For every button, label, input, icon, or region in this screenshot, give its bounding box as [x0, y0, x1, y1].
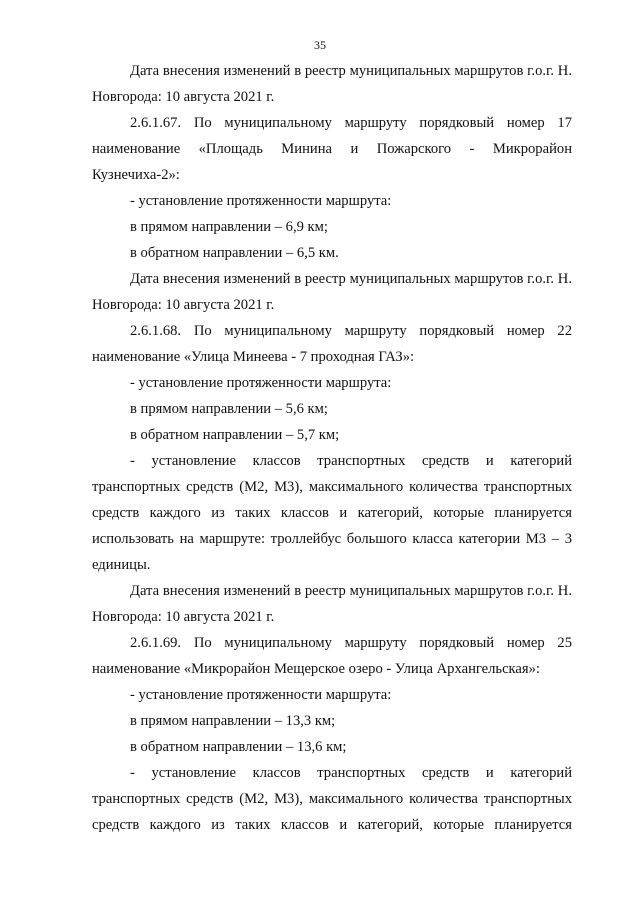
paragraph-route-2-6-1-68: 2.6.1.68. По муниципальному маршруту порядковый номер 22 наименование «Улица Минеева - 7 проходная ГАЗ»:: [92, 323, 572, 365]
paragraph-length-heading-1: - установление протяженности маршрута:: [130, 193, 392, 209]
paragraph-forward-length-3: в прямом направлении – 13,3 км;: [130, 713, 336, 729]
paragraph-vehicle-classes-1: - установление классов транспортных средств и категорий транспортных средств (М2, М3), максимального количества транспортных средств каждого из таких классов и категорий, которые планируется использовать на маршруте: троллейбус большого класса категории М3 – 3 единицы.: [92, 453, 572, 573]
paragraph-route-2-6-1-67: 2.6.1.67. По муниципальному маршруту порядковый номер 17 наименование «Площадь Минина и Пожарского - Микрорайон Кузнечиха-2»:: [92, 115, 572, 183]
paragraph-route-2-6-1-69: 2.6.1.69. По муниципальному маршруту порядковый номер 25 наименование «Микрорайон Мещерское озеро - Улица Архангельская»:: [92, 635, 572, 677]
paragraph-reverse-length-3: в обратном направлении – 13,6 км;: [130, 739, 347, 755]
paragraph-forward-length-1: в прямом направлении – 6,9 км;: [130, 219, 328, 235]
page-number: 35: [314, 38, 326, 52]
document-body: [92, 58, 572, 838]
paragraph-reverse-length-1: в обратном направлении – 6,5 км.: [130, 245, 339, 261]
paragraph-length-heading-2: - установление протяженности маршрута:: [130, 375, 392, 391]
paragraph-reverse-length-2: в обратном направлении – 5,7 км;: [130, 427, 340, 443]
paragraph-registry-date-2: Дата внесения изменений в реестр муниципальных маршрутов г.о.г. Н. Новгорода: 10 августа 2021 г.: [92, 271, 572, 313]
paragraph-vehicle-classes-2: - установление классов транспортных средств и категорий транспортных средств (М2, М3), максимального количества транспортных средств каждого из таких классов и категорий, которые планируется: [92, 765, 572, 833]
paragraph-registry-date-3: Дата внесения изменений в реестр муниципальных маршрутов г.о.г. Н. Новгорода: 10 августа 2021 г.: [92, 583, 572, 625]
paragraph-length-heading-3: - установление протяженности маршрута:: [130, 687, 392, 703]
paragraph-forward-length-2: в прямом направлении – 5,6 км;: [130, 401, 328, 417]
paragraph-registry-date-1: Дата внесения изменений в реестр муниципальных маршрутов г.о.г. Н. Новгорода: 10 августа 2021 г.: [92, 63, 572, 105]
